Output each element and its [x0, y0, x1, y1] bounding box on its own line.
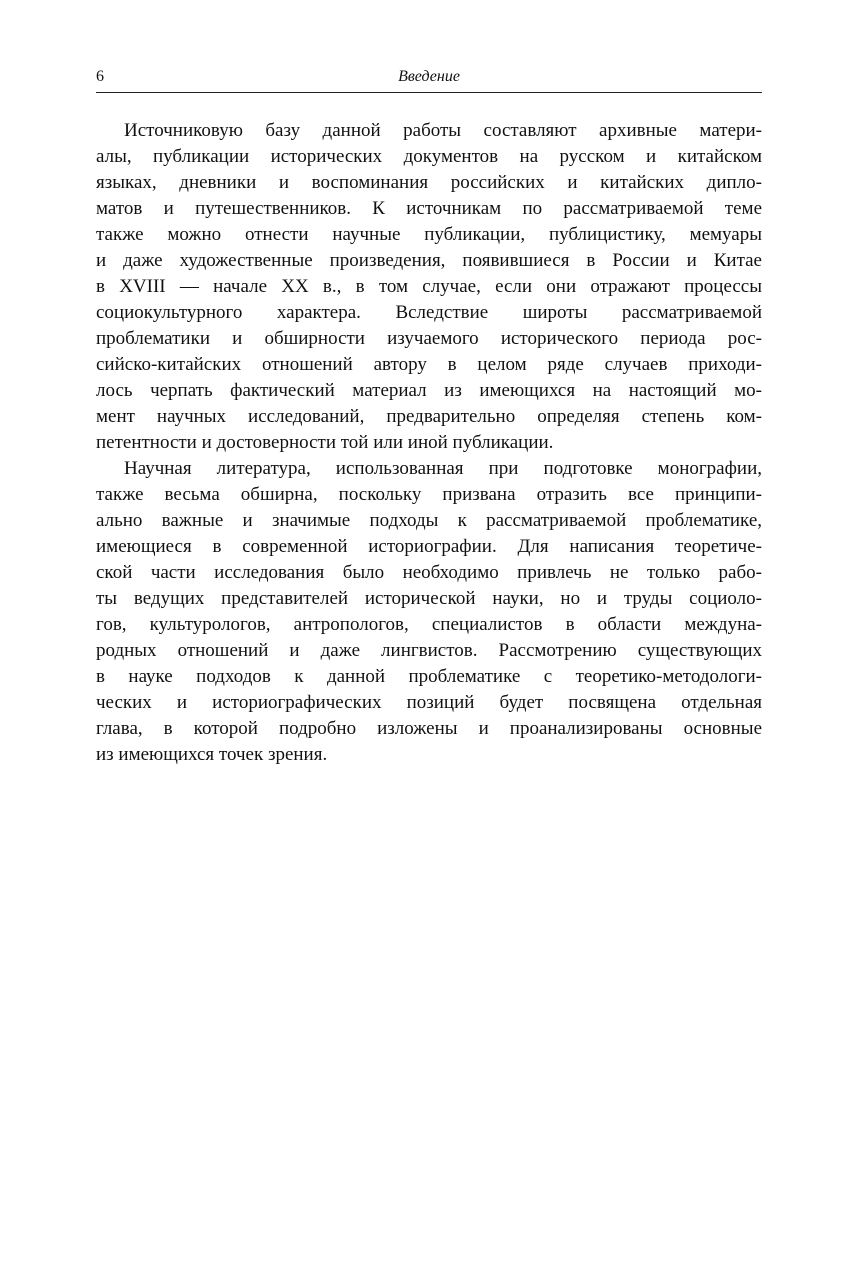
text-line: матов и путешественников. К источникам по рассматриваемой теме: [96, 198, 762, 219]
text-line: проблематики и обширности изучаемого исторического периода рос-: [96, 328, 762, 349]
text-line: в XVIII — начале XX в., в том случае, если они отражают процессы: [96, 276, 762, 297]
body-text: [96, 118, 762, 768]
text-line: глава, в которой подробно изложены и проанализированы основные: [96, 718, 762, 739]
text-line: из имеющихся точек зрения.: [96, 744, 328, 765]
text-line: ты ведущих представителей исторической науки, но и труды социоло-: [96, 588, 762, 609]
text-line: ческих и историографических позиций будет посвящена отдельная: [96, 692, 762, 713]
running-head: [96, 64, 762, 93]
text-line: родных отношений и даже лингвистов. Рассмотрению существующих: [96, 640, 762, 661]
text-line: ально важные и значимые подходы к рассматриваемой проблематике,: [96, 510, 762, 531]
page-number: 6: [96, 68, 104, 85]
text-line: имеющиеся в современной историографии. Для написания теоретиче-: [96, 536, 762, 557]
text-line: Источниковую базу данной работы составляют архивные матери-: [124, 120, 762, 141]
text-line: языках, дневники и воспоминания российских и китайских дипло-: [96, 172, 762, 193]
text-line: социокультурного характера. Вследствие широты рассматриваемой: [96, 302, 762, 323]
text-line: алы, публикации исторических документов на русском и китайском: [96, 146, 762, 167]
text-line: мент научных исследований, предварительно определяя степень ком-: [96, 406, 762, 427]
section-title: Введение: [398, 68, 460, 85]
text-line: лось черпать фактический материал из имеющихся на настоящий мо-: [96, 380, 762, 401]
text-line: Научная литература, использованная при подготовке монографии,: [124, 458, 762, 479]
text-line: также можно отнести научные публикации, публицистику, мемуары: [96, 224, 762, 245]
text-line: гов, культурологов, антропологов, специалистов в области междуна-: [96, 614, 762, 635]
text-line: в науке подходов к данной проблематике с теоретико-методологи-: [96, 666, 762, 687]
paragraph-1: [96, 118, 762, 456]
text-line: также весьма обширна, поскольку призвана отразить все принципи-: [96, 484, 762, 505]
text-line: петентности и достоверности той или иной публикации.: [96, 432, 554, 453]
text-line: и даже художественные произведения, появившиеся в России и Китае: [96, 250, 762, 271]
book-page: [96, 64, 762, 768]
text-line: сийско-китайских отношений автору в целом ряде случаев приходи-: [96, 354, 762, 375]
paragraph-2: [96, 456, 762, 768]
text-line: ской части исследования было необходимо привлечь не только рабо-: [96, 562, 762, 583]
